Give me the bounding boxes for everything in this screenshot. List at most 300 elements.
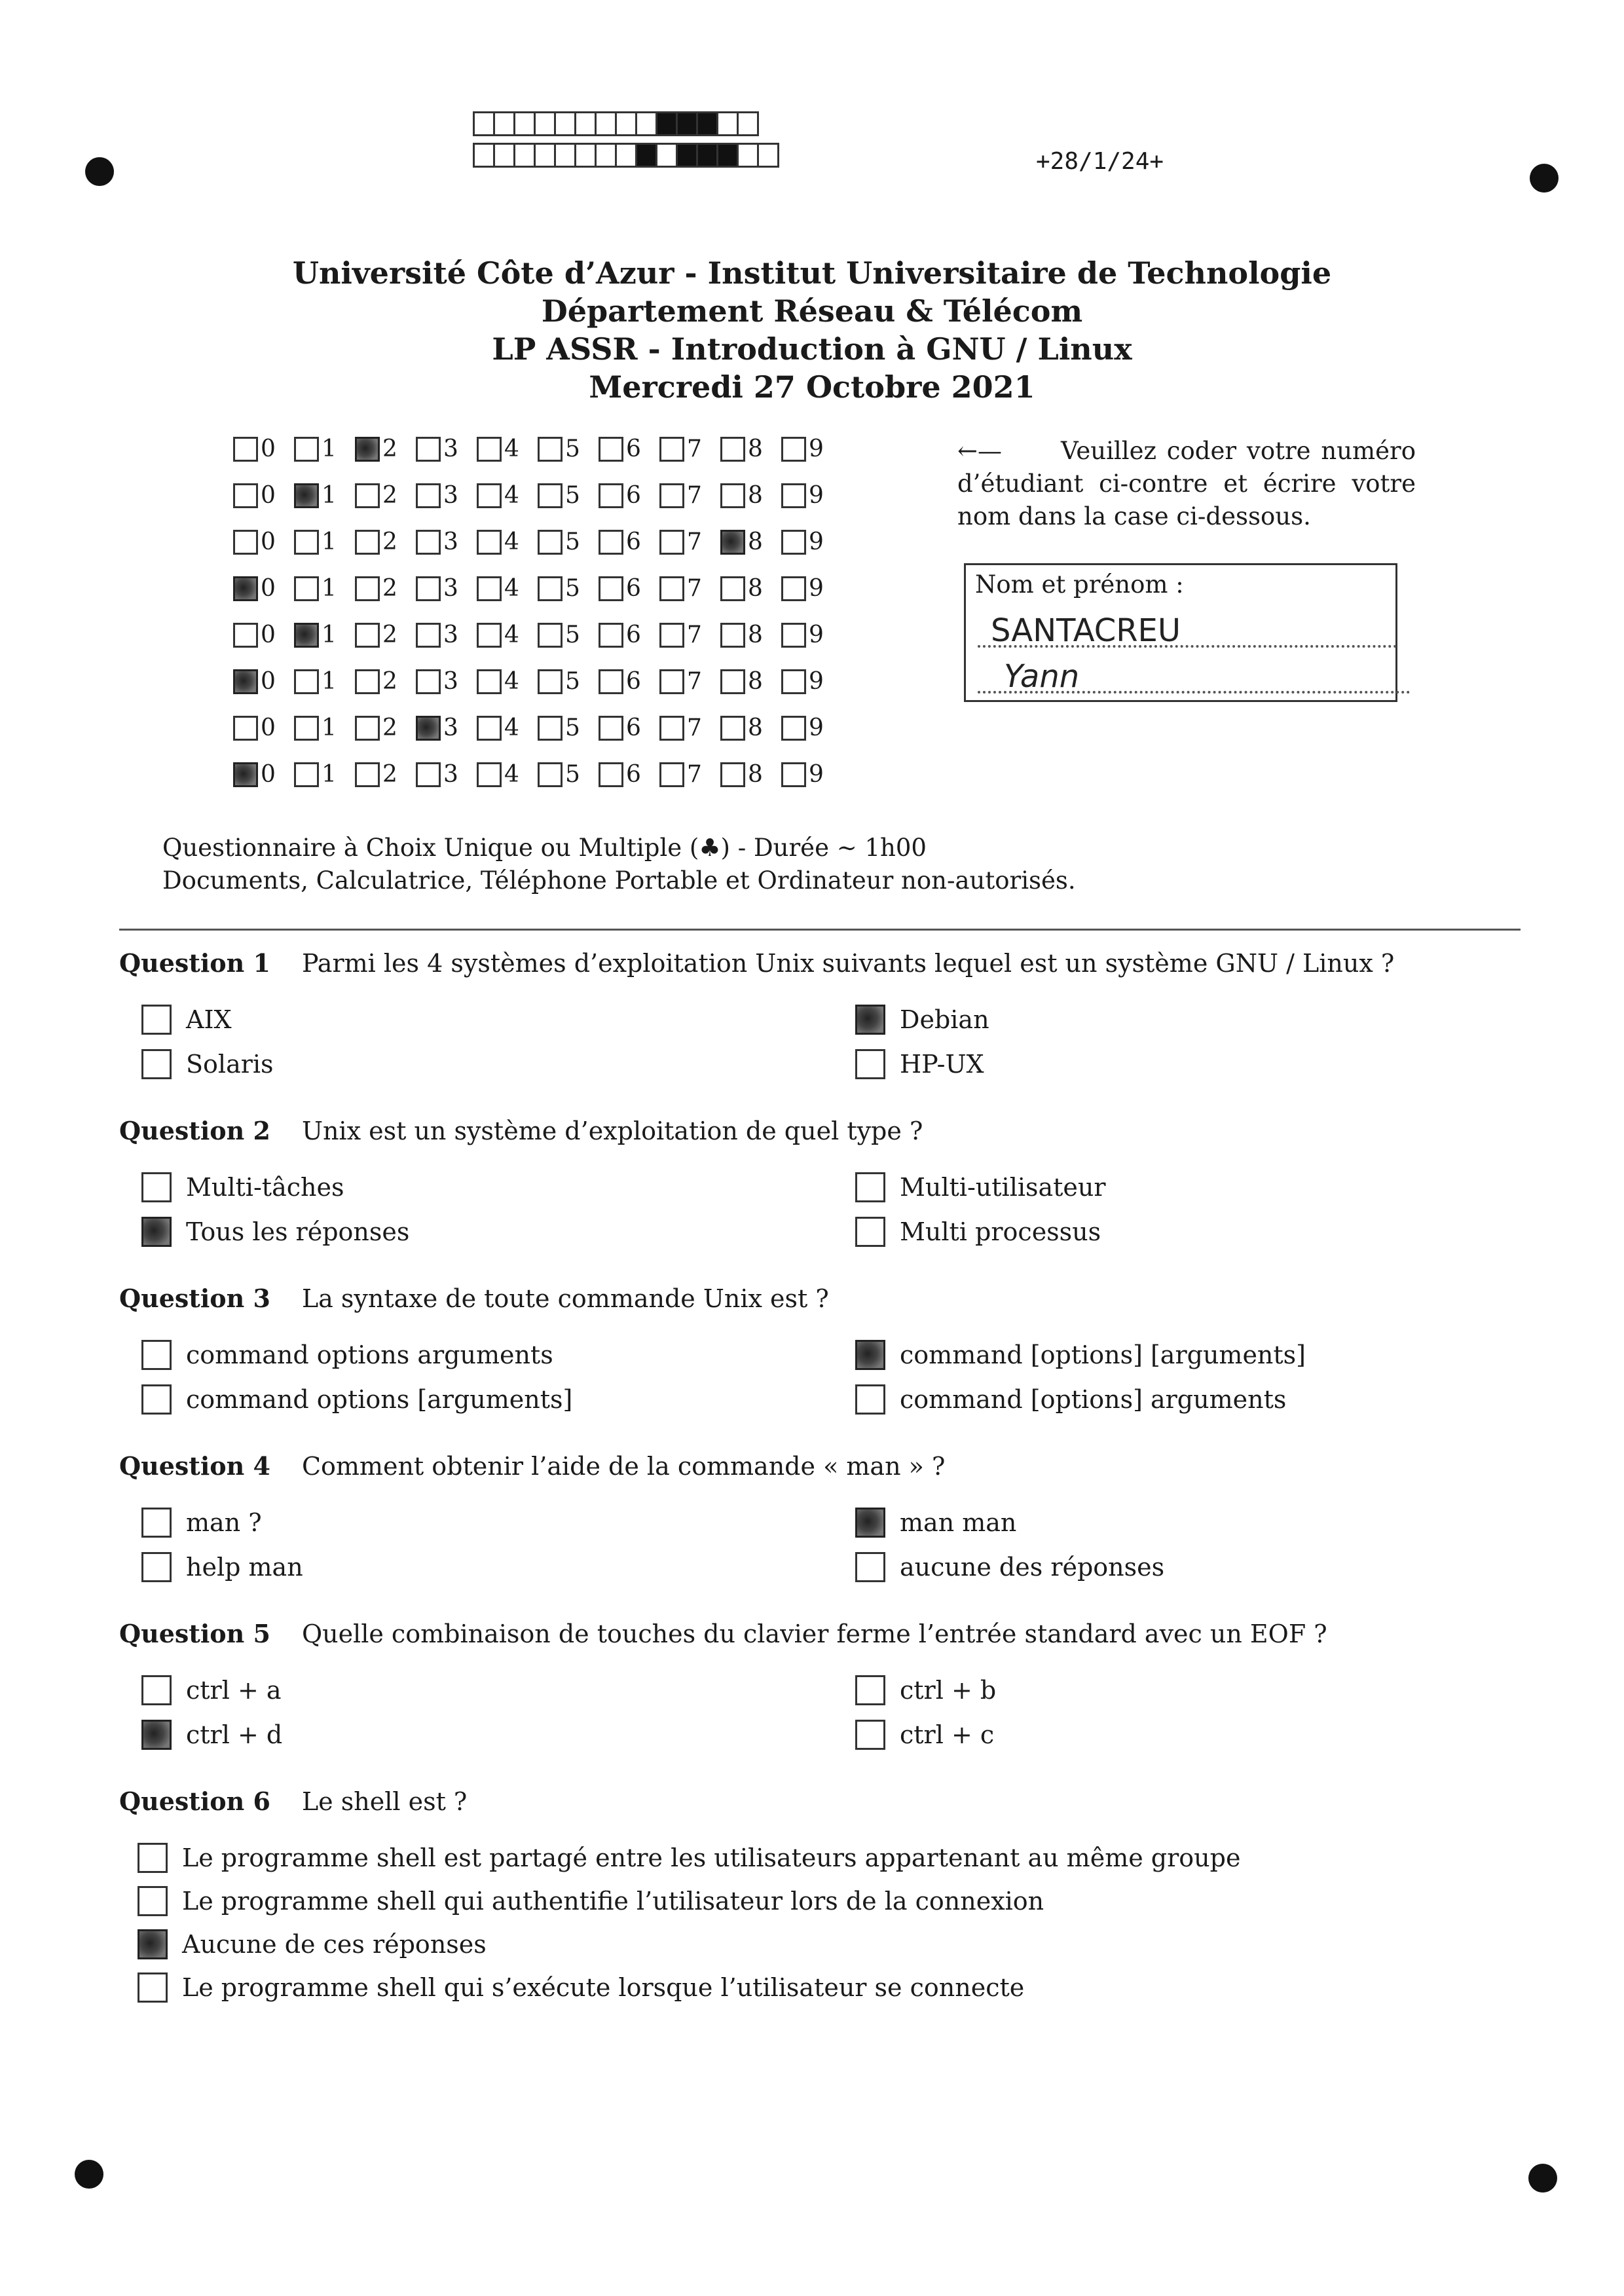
digit-checkbox[interactable] (659, 437, 684, 462)
answer-checkbox[interactable] (855, 1552, 885, 1582)
barcode-cell (595, 111, 617, 136)
answer-label: man man (900, 1508, 1017, 1537)
digit-checkbox[interactable] (477, 483, 502, 508)
digit-option (233, 435, 294, 462)
digit-checkbox[interactable] (416, 483, 441, 508)
digit-label: 9 (809, 435, 824, 462)
digit-option (659, 528, 720, 555)
digit-label: 6 (626, 761, 641, 788)
barcode-cell (554, 143, 576, 168)
digit-label: 2 (382, 528, 397, 555)
digit-option (599, 668, 659, 695)
surname-field[interactable]: SANTACREU (978, 612, 1397, 648)
digit-checkbox[interactable] (233, 623, 258, 648)
question-text: Comment obtenir l’aide de la commande « man » ? (301, 1452, 946, 1481)
digit-checkbox[interactable] (659, 530, 684, 555)
barcode-cell (554, 111, 576, 136)
digit-checkbox[interactable] (355, 716, 380, 741)
question-text: Le shell est ? (301, 1787, 468, 1816)
digit-label: 7 (687, 668, 702, 695)
digit-checkbox[interactable] (294, 623, 319, 648)
answer-option[interactable] (141, 1172, 344, 1202)
answer-label: command options arguments (186, 1341, 553, 1369)
digit-checkbox[interactable] (781, 483, 806, 508)
digit-option (233, 761, 294, 788)
digit-checkbox[interactable] (720, 483, 745, 508)
digit-checkbox[interactable] (538, 530, 563, 555)
digit-label: 9 (809, 528, 824, 555)
answer-checkbox[interactable] (141, 1340, 172, 1370)
digit-label: 1 (322, 482, 337, 509)
digit-option (538, 482, 599, 509)
digit-label: 3 (443, 575, 458, 602)
digit-checkbox[interactable] (355, 530, 380, 555)
barcode-cell (737, 143, 759, 168)
student-number-row (233, 426, 842, 472)
digit-checkbox[interactable] (538, 669, 563, 694)
answer-checkbox[interactable] (855, 1384, 885, 1415)
digit-option (599, 482, 659, 509)
answer-label: ctrl + c (900, 1720, 995, 1749)
digit-checkbox[interactable] (599, 530, 623, 555)
digit-option (720, 482, 781, 509)
answer-label: ctrl + b (900, 1676, 997, 1705)
digit-label: 1 (322, 714, 337, 741)
digit-checkbox[interactable] (294, 762, 319, 787)
digit-label: 1 (322, 575, 337, 602)
digit-checkbox[interactable] (355, 483, 380, 508)
digit-label: 0 (261, 714, 276, 741)
digit-option (294, 435, 355, 462)
answer-checkbox[interactable] (141, 1720, 172, 1750)
answer-option[interactable] (141, 1340, 553, 1370)
digit-checkbox[interactable] (233, 576, 258, 601)
header-course: LP ASSR - Introduction à GNU / Linux (492, 331, 1132, 367)
answer-checkbox[interactable] (855, 1508, 885, 1538)
digit-option (416, 714, 477, 741)
digit-option (720, 621, 781, 648)
answer-label: Multi processus (900, 1217, 1101, 1246)
digit-label: 4 (504, 668, 519, 695)
digit-label: 2 (382, 482, 397, 509)
registration-mark-bottom-left (75, 2160, 103, 2189)
digit-option (599, 435, 659, 462)
answer-option[interactable] (855, 1552, 1164, 1582)
digit-option (538, 575, 599, 602)
digit-label: 5 (565, 482, 580, 509)
digit-option (659, 482, 720, 509)
digit-checkbox[interactable] (477, 716, 502, 741)
answer-checkbox[interactable] (855, 1720, 885, 1750)
digit-checkbox[interactable] (659, 669, 684, 694)
digit-label: 5 (565, 621, 580, 648)
digit-checkbox[interactable] (781, 530, 806, 555)
answer-option[interactable] (141, 1720, 282, 1750)
digit-checkbox[interactable] (355, 669, 380, 694)
digit-checkbox[interactable] (538, 762, 563, 787)
digit-option (720, 435, 781, 462)
digit-checkbox[interactable] (294, 530, 319, 555)
digit-checkbox[interactable] (781, 623, 806, 648)
answer-option[interactable] (855, 1217, 1101, 1247)
digit-checkbox[interactable] (233, 716, 258, 741)
digit-label: 4 (504, 482, 519, 509)
barcode-cell (473, 111, 495, 136)
digit-checkbox[interactable] (416, 716, 441, 741)
digit-option (781, 668, 842, 695)
digit-option (659, 435, 720, 462)
digit-checkbox[interactable] (294, 716, 319, 741)
answer-checkbox[interactable] (141, 1552, 172, 1582)
digit-option (416, 482, 477, 509)
digit-checkbox[interactable] (233, 483, 258, 508)
digit-checkbox[interactable] (659, 576, 684, 601)
answer-label: HP-UX (900, 1050, 984, 1079)
digit-option (477, 482, 538, 509)
registration-mark-top-left (85, 157, 114, 186)
digit-option (781, 621, 842, 648)
answer-option[interactable] (855, 1675, 996, 1705)
digit-checkbox[interactable] (659, 716, 684, 741)
digit-checkbox[interactable] (355, 623, 380, 648)
digit-checkbox[interactable] (294, 576, 319, 601)
digit-option (538, 714, 599, 741)
digit-label: 1 (322, 528, 337, 555)
digit-label: 8 (748, 482, 763, 509)
answer-checkbox[interactable] (855, 1005, 885, 1035)
digit-checkbox[interactable] (477, 437, 502, 462)
digit-checkbox[interactable] (477, 669, 502, 694)
digit-checkbox[interactable] (477, 576, 502, 601)
answer-checkbox[interactable] (138, 1843, 168, 1873)
name-box-label: Nom et prénom : (975, 570, 1184, 599)
question-text: Quelle combinaison de touches du clavier ferme l’entrée standard avec un EOF ? (301, 1620, 1327, 1648)
digit-checkbox[interactable] (599, 437, 623, 462)
question-4 (119, 1451, 945, 1481)
digit-label: 8 (748, 714, 763, 741)
digit-label: 6 (626, 668, 641, 695)
answer-checkbox[interactable] (141, 1508, 172, 1538)
digit-option (659, 668, 720, 695)
digit-checkbox[interactable] (599, 762, 623, 787)
digit-label: 2 (382, 761, 397, 788)
digit-option (477, 621, 538, 648)
barcode-cell (473, 143, 495, 168)
digit-checkbox[interactable] (355, 576, 380, 601)
barcode-cell (574, 143, 597, 168)
name-box (964, 563, 1397, 702)
question-2 (119, 1116, 923, 1145)
digit-checkbox[interactable] (659, 762, 684, 787)
digit-label: 2 (382, 668, 397, 695)
digit-checkbox[interactable] (416, 576, 441, 601)
answer-option[interactable] (855, 1172, 1106, 1202)
question-text: Unix est un système d’exploitation de quel type ? (301, 1117, 923, 1145)
digit-checkbox[interactable] (720, 623, 745, 648)
answer-option[interactable] (141, 1217, 409, 1247)
digit-checkbox[interactable] (233, 530, 258, 555)
barcode-cell (757, 143, 779, 168)
digit-label: 8 (748, 761, 763, 788)
digit-checkbox[interactable] (781, 437, 806, 462)
answer-option[interactable] (855, 1508, 1016, 1538)
digit-label: 9 (809, 714, 824, 741)
answer-checkbox[interactable] (855, 1340, 885, 1370)
digit-label: 7 (687, 621, 702, 648)
digit-checkbox[interactable] (233, 762, 258, 787)
digit-option (355, 482, 416, 509)
digit-option (477, 575, 538, 602)
digit-label: 3 (443, 528, 458, 555)
answer-option[interactable] (141, 1049, 274, 1079)
digit-label: 8 (748, 575, 763, 602)
digit-option (294, 528, 355, 555)
digit-label: 5 (565, 714, 580, 741)
answer-checkbox[interactable] (141, 1675, 172, 1705)
digit-option (781, 575, 842, 602)
digit-option (477, 528, 538, 555)
barcode-cell (493, 143, 515, 168)
barcode-row-top (473, 111, 757, 136)
digit-option (294, 621, 355, 648)
answer-checkbox[interactable] (138, 1886, 168, 1916)
barcode-cell (595, 143, 617, 168)
barcode-cell (574, 111, 597, 136)
digit-checkbox[interactable] (781, 716, 806, 741)
answer-option[interactable] (141, 1675, 282, 1705)
digit-checkbox[interactable] (294, 483, 319, 508)
registration-mark-bottom-right (1528, 2164, 1557, 2193)
answer-option[interactable] (141, 1384, 572, 1415)
digit-checkbox[interactable] (599, 669, 623, 694)
digit-checkbox[interactable] (294, 669, 319, 694)
digit-option (477, 668, 538, 695)
digit-option (781, 528, 842, 555)
firstname-field[interactable]: Yann (978, 658, 1410, 694)
digit-option (477, 714, 538, 741)
barcode-cell (513, 111, 536, 136)
header-date: Mercredi 27 Octobre 2021 (589, 369, 1035, 405)
digit-option (538, 668, 599, 695)
instructions (957, 435, 1416, 533)
digit-label: 4 (504, 528, 519, 555)
digit-label: 7 (687, 714, 702, 741)
digit-checkbox[interactable] (659, 623, 684, 648)
answer-option[interactable] (855, 1340, 1306, 1370)
answer-checkbox[interactable] (138, 1929, 168, 1959)
digit-checkbox[interactable] (477, 762, 502, 787)
digit-label: 6 (626, 482, 641, 509)
digit-option (416, 761, 477, 788)
exam-info-duration: Questionnaire à Choix Unique ou Multiple (♣) - Durée ∼ 1h00 (162, 834, 927, 862)
digit-label: 9 (809, 621, 824, 648)
digit-option (477, 435, 538, 462)
exam-info-restrictions: Documents, Calculatrice, Téléphone Portable et Ordinateur non-autorisés. (162, 866, 1076, 895)
answer-label: Solaris (186, 1050, 274, 1079)
digit-label: 1 (322, 761, 337, 788)
digit-checkbox[interactable] (416, 762, 441, 787)
digit-option (416, 575, 477, 602)
digit-checkbox[interactable] (599, 716, 623, 741)
question-label: Question 4 (119, 1451, 270, 1481)
digit-label: 3 (443, 482, 458, 509)
digit-checkbox[interactable] (355, 762, 380, 787)
digit-checkbox[interactable] (781, 762, 806, 787)
answer-checkbox[interactable] (855, 1049, 885, 1079)
digit-option (538, 621, 599, 648)
barcode-cell (534, 111, 556, 136)
digit-label: 3 (443, 621, 458, 648)
digit-checkbox[interactable] (233, 437, 258, 462)
student-number-row (233, 519, 842, 565)
answer-label: ctrl + d (186, 1720, 283, 1749)
answer-option[interactable] (855, 1720, 994, 1750)
digit-option (538, 528, 599, 555)
answer-checkbox[interactable] (141, 1172, 172, 1202)
answer-label: command options [arguments] (186, 1385, 573, 1414)
digit-checkbox[interactable] (416, 623, 441, 648)
answer-option[interactable] (141, 1552, 303, 1582)
answer-label: ctrl + a (186, 1676, 282, 1705)
digit-checkbox[interactable] (416, 437, 441, 462)
digit-checkbox[interactable] (720, 530, 745, 555)
digit-checkbox[interactable] (781, 669, 806, 694)
digit-checkbox[interactable] (538, 716, 563, 741)
answer-checkbox[interactable] (138, 1972, 168, 2003)
question-text: La syntaxe de toute commande Unix est ? (301, 1284, 829, 1313)
digit-label: 0 (261, 621, 276, 648)
digit-checkbox[interactable] (233, 669, 258, 694)
student-number-row (233, 705, 842, 751)
digit-checkbox[interactable] (416, 530, 441, 555)
digit-label: 2 (382, 435, 397, 462)
sheet-code: +28/1/24+ (1036, 148, 1164, 175)
digit-checkbox[interactable] (294, 437, 319, 462)
digit-checkbox[interactable] (659, 483, 684, 508)
digit-option (720, 668, 781, 695)
barcode-cell (737, 111, 759, 136)
digit-option (294, 482, 355, 509)
digit-checkbox[interactable] (599, 483, 623, 508)
digit-checkbox[interactable] (781, 576, 806, 601)
digit-label: 5 (565, 761, 580, 788)
answer-option[interactable] (138, 1929, 487, 1959)
digit-label: 6 (626, 714, 641, 741)
digit-checkbox[interactable] (538, 576, 563, 601)
answer-checkbox[interactable] (141, 1217, 172, 1247)
digit-option (416, 528, 477, 555)
answer-option[interactable] (141, 1508, 262, 1538)
barcode-cell (716, 111, 739, 136)
digit-label: 8 (748, 621, 763, 648)
digit-checkbox[interactable] (355, 437, 380, 462)
answer-label: Le programme shell est partagé entre les utilisateurs appartenant au même groupe (182, 1843, 1241, 1872)
digit-option (355, 621, 416, 648)
digit-label: 6 (626, 575, 641, 602)
question-3 (119, 1284, 829, 1313)
digit-checkbox[interactable] (720, 437, 745, 462)
digit-label: 8 (748, 668, 763, 695)
answer-label: Multi-utilisateur (900, 1173, 1106, 1202)
header-university: Université Côte d’Azur - Institut Universitaire de Technologie (292, 255, 1332, 291)
digit-label: 1 (322, 668, 337, 695)
student-number-row (233, 658, 842, 705)
digit-option (720, 575, 781, 602)
digit-checkbox[interactable] (416, 669, 441, 694)
digit-label: 1 (322, 435, 337, 462)
digit-option (599, 761, 659, 788)
digit-option (294, 761, 355, 788)
digit-option (781, 435, 842, 462)
answer-option[interactable] (855, 1049, 984, 1079)
digit-option (599, 714, 659, 741)
question-label: Question 2 (119, 1116, 270, 1145)
digit-option (720, 714, 781, 741)
digit-option (355, 575, 416, 602)
digit-option (720, 761, 781, 788)
answer-checkbox[interactable] (141, 1049, 172, 1079)
registration-mark-top-right (1530, 164, 1559, 193)
answer-checkbox[interactable] (855, 1675, 885, 1705)
digit-option (355, 714, 416, 741)
student-number-row (233, 472, 842, 519)
barcode-cell (696, 143, 718, 168)
digit-checkbox[interactable] (720, 669, 745, 694)
digit-checkbox[interactable] (720, 576, 745, 601)
answer-label: Aucune de ces réponses (182, 1930, 487, 1959)
answer-option[interactable] (138, 1886, 1044, 1916)
answer-checkbox[interactable] (855, 1217, 885, 1247)
answer-label: Tous les réponses (186, 1217, 410, 1246)
question-6 (119, 1787, 467, 1816)
digit-option (233, 528, 294, 555)
digit-option (233, 621, 294, 648)
answer-option[interactable] (138, 1972, 1024, 2003)
digit-label: 6 (626, 621, 641, 648)
digit-option (416, 621, 477, 648)
digit-checkbox[interactable] (477, 530, 502, 555)
digit-checkbox[interactable] (538, 623, 563, 648)
answer-option[interactable] (855, 1005, 989, 1035)
digit-checkbox[interactable] (720, 716, 745, 741)
answer-option[interactable] (141, 1005, 232, 1035)
digit-label: 0 (261, 482, 276, 509)
answer-checkbox[interactable] (855, 1172, 885, 1202)
question-label: Question 6 (119, 1787, 270, 1816)
digit-label: 0 (261, 528, 276, 555)
digit-label: 5 (565, 575, 580, 602)
digit-checkbox[interactable] (538, 437, 563, 462)
answer-option[interactable] (138, 1843, 1240, 1873)
digit-option (659, 621, 720, 648)
digit-label: 4 (504, 575, 519, 602)
digit-checkbox[interactable] (720, 762, 745, 787)
digit-checkbox[interactable] (599, 576, 623, 601)
answer-checkbox[interactable] (141, 1384, 172, 1415)
digit-checkbox[interactable] (477, 623, 502, 648)
answer-label: man ? (186, 1508, 262, 1537)
digit-checkbox[interactable] (538, 483, 563, 508)
digit-option (599, 528, 659, 555)
digit-checkbox[interactable] (599, 623, 623, 648)
digit-label: 7 (687, 575, 702, 602)
answer-label: Debian (900, 1005, 989, 1034)
digit-label: 6 (626, 528, 641, 555)
answer-label: Multi-tâches (186, 1173, 344, 1202)
header-department: Département Réseau & Télécom (541, 293, 1083, 329)
answer-option[interactable] (855, 1384, 1286, 1415)
answer-checkbox[interactable] (141, 1005, 172, 1035)
